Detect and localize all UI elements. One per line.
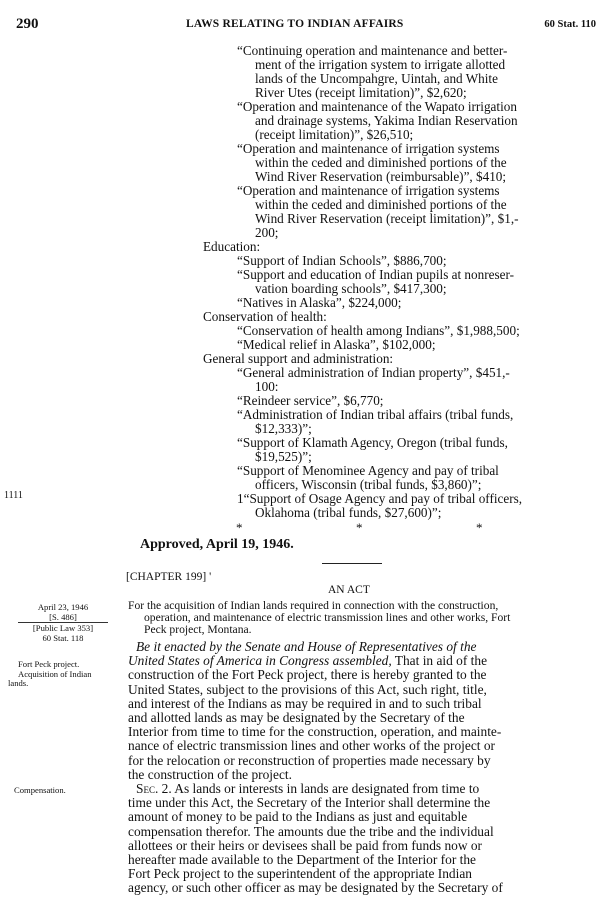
act-heading: AN ACT [328,584,370,596]
sidenote-project [8,660,118,689]
appropriation-line: “Medical relief in Alaska”, $102,000; [237,337,436,352]
act-title-line: For the acquisition of Indian lands required in connection with the construction, [128,599,499,612]
section-2-line: Fort Peck project to the superintendent of the appropriate Indian [128,866,472,882]
statute-citation: 60 Stat. 110 [544,19,596,30]
appropriation-line: “Operation and maintenance of irrigation systems [237,183,500,198]
enacting-clause-line-2 [128,654,598,668]
page-number: 290 [16,16,39,32]
enacting-clause-italic-2: United States of America in Congress assembled, [128,653,392,669]
section-1-line: and interest of the Indians as may be required in and to such tribal [128,695,482,711]
sidenote-stat: 60 Stat. 118 [42,632,84,643]
appropriation-line: River Utes (receipt limitation)”, $2,620; [255,85,467,100]
approval-date: Approved, April 19, 1946. [140,537,294,552]
margin-marker: 1111 [4,490,23,501]
appropriation-line: “Support and education of Indian pupils at nonreser- [237,267,514,282]
section-2-line: time under this Act, the Secretary of the Interior shall determine the [128,795,491,811]
appropriation-line: (receipt limitation)”, $26,510; [255,127,414,142]
sidenote-project-line: Acquisition of Indian [18,668,92,679]
act-body [128,640,598,896]
sidenote-compensation: Compensation. [14,785,66,795]
enacting-clause-italic: Be it enacted by the Senate and House of Representatives of the [136,639,477,654]
appropriation-line: Conservation of health: [203,309,327,324]
appropriation-line: “General administration of Indian property”, $451,- [237,365,510,380]
chapter-heading [126,571,211,583]
appropriation-line: lands of the Uncompahgre, Uintah, and White [255,71,498,86]
enacting-clause-line-1 [128,640,598,654]
appropriation-line: and drainage systems, Yakima Indian Reservation [255,113,518,128]
appropriation-line: Wind River Reservation (reimbursable)”, $410; [255,169,507,184]
sidenote-date: April 23, 1946 [37,602,89,612]
section-1-line: construction of the Fort Peck project, there is hereby granted to the [128,667,487,683]
ellipsis-star: * [476,520,483,535]
section-2-line: agency, or such other officer as may be designated by the Secretary of [128,880,503,896]
section-2-line: allottees or their heirs or devisees shall be paid from funds now or [128,837,483,853]
appropriation-line: “Operation and maintenance of the Wapato irrigation [237,99,517,114]
sidenote-law: [Public Law 353] [32,623,94,633]
act-title-line: Peck project, Montana. [144,623,252,637]
section-1-line: Interior from time to time for the construction, operation, and mainte- [128,724,502,740]
appropriation-line: 1“Support of Osage Agency and pay of tribal officers, [237,491,523,506]
section-1-line: for the relocation or reconstruction of properties made necessary by [128,752,491,768]
appropriation-line: General support and administration: [203,351,394,366]
appropriation-line: $12,333)”; [255,421,312,436]
section-1-line: United States, subject to the provisions of this Act, such right, title, [128,681,487,697]
ellipsis-star: * [236,520,243,535]
ellipsis-star: * [356,520,363,535]
section-1-line: and allotted lands as may be designated by the Secretary of the [128,710,465,726]
sidenote-project-line: Fort Peck project. [18,659,80,669]
act-title-line: operation, and maintenance of electric transmission lines and other works, Fort [144,611,511,625]
section-1-line: the construction of the project. [128,766,292,782]
appropriation-line: “Support of Indian Schools”, $886,700; [237,253,447,268]
sidenote-project-line: lands. [8,678,29,688]
appropriation-line: “Administration of Indian tribal affairs (tribal funds, [237,407,514,422]
act-title [128,600,598,637]
appropriation-line: officers, Wisconsin (tribal funds, $3,860)”; [255,477,482,492]
section-divider [322,563,382,564]
appropriation-line: 200; [255,225,279,240]
appropriation-line: vation boarding schools”, $417,300; [255,281,447,296]
running-title: LAWS RELATING TO INDIAN AFFAIRS [186,18,404,30]
sidenote-dates [18,603,108,622]
appropriation-line: within the ceded and diminished portions of the [255,155,507,170]
appropriation-line: $19,525)”; [255,449,312,464]
section-2-line: hereafter made available to the Department of the Interior for the [128,852,476,868]
appropriation-line: “Conservation of health among Indians”, $1,988,500; [237,323,520,338]
section-2-line: amount of money to be paid to the Indians as just and equitable [128,809,468,825]
section-2-line: compensation therefor. The amounts due the tribe and the individual [128,823,494,839]
appropriation-line: “Reindeer service”, $6,770; [237,393,384,408]
appropriation-line: Oklahoma (tribal funds, $27,600)”; [255,505,442,520]
chapter-mark: ' [209,571,212,583]
section-2-label: Sec. 2. [136,781,172,797]
sidenote-bill: [S. 486] [49,611,77,622]
appropriation-line: 100: [255,379,279,394]
appropriation-line: “Natives in Alaska”, $224,000; [237,295,402,310]
appropriation-line: “Support of Klamath Agency, Oregon (tribal funds, [237,435,508,450]
appropriation-line: Wind River Reservation (receipt limitation)”, $1,- [255,211,519,226]
section-1-line: nance of electric transmission lines and other works of the project or [128,738,496,754]
appropriation-line: “Operation and maintenance of irrigation systems [237,141,500,156]
appropriation-line: “Support of Menominee Agency and pay of tribal [237,463,499,478]
appropriation-line: “Continuing operation and maintenance and better- [237,43,508,58]
chapter-label: [CHAPTER 199] [126,571,207,583]
appropriation-line: within the ceded and diminished portions of the [255,197,507,212]
section-2-first-line [128,782,598,796]
sidenote-public-law [18,624,108,643]
section-2-first-text: As lands or interests in lands are designated from time to [171,781,480,797]
appropriation-line: ment of the irrigation system to irrigate allotted [255,57,506,72]
appropriation-line: Education: [203,239,261,254]
enacting-clause-rest: That in aid of the [391,653,488,669]
appropriations-list [203,44,599,520]
